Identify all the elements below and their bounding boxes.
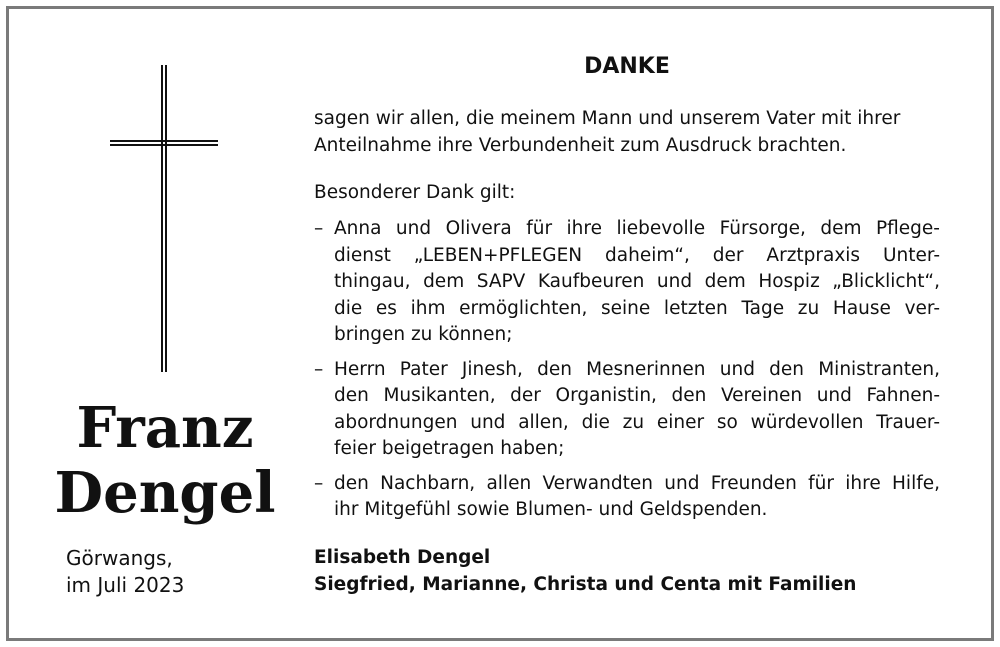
item-line: die es ihm ermöglichten, seine letzten Tage zu Hause ver-	[334, 297, 940, 319]
signature-line: Elisabeth Dengel	[314, 547, 491, 568]
cross-horizontal-line	[110, 144, 218, 146]
item-line: bringen zu können;	[334, 324, 513, 345]
item-line: thingau, dem SAPV Kaufbeuren und dem Hospiz „Blicklicht“,	[334, 271, 940, 292]
item-line: Herrn Pater Jinesh, den Mesnerinnen und den Ministranten,	[334, 358, 940, 380]
intro-paragraph	[314, 106, 940, 159]
item-line: Anna und Olivera für ihre liebevolle Fürsorge, dem Pflege-	[334, 218, 940, 239]
intro-line: sagen wir allen, die meinem Mann und unserem Vater mit ihrer	[314, 108, 901, 129]
intro-line: Anteilnahme ihre Verbundenheit zum Ausdruck brachten.	[314, 134, 847, 156]
deceased-last-name: Dengel	[54, 460, 276, 526]
cross-vertical-line	[165, 65, 167, 372]
item-line: ihr Mitgefühl sowie Blumen- und Geldspenden.	[334, 499, 768, 520]
place: Görwangs,	[66, 546, 173, 570]
bullet-dash: –	[314, 472, 324, 494]
signatures	[314, 544, 856, 598]
item-line: dienst „LEBEN+PFLEGEN daheim“, der Arztpraxis Unter-	[334, 244, 940, 266]
date: im Juli 2023	[66, 573, 185, 597]
deceased-first-name: Franz	[76, 395, 254, 461]
item-line: den Musikanten, der Organistin, den Vereinen und Fahnen-	[334, 385, 940, 406]
bullet-dash: –	[314, 218, 324, 239]
list-item	[314, 216, 940, 349]
cross-horizontal-line	[110, 140, 218, 142]
item-line: feier beigetragen haben;	[334, 438, 565, 459]
place-and-date	[66, 545, 184, 599]
signature-line: Siegfried, Marianne, Christa und Centa mit Familien	[314, 574, 857, 595]
item-line: den Nachbarn, allen Verwandten und Freunden für ihre Hilfe,	[334, 472, 940, 494]
thanks-list	[314, 216, 940, 532]
lead-text: Besonderer Dank gilt:	[314, 182, 516, 203]
cross-vertical-line	[161, 65, 163, 372]
item-line: abordnungen und allen, die zu einer so würdevollen Trauer-	[334, 411, 940, 433]
list-item	[314, 471, 940, 524]
heading: DANKE	[584, 54, 670, 79]
list-item	[314, 357, 940, 463]
bullet-dash: –	[314, 358, 324, 380]
